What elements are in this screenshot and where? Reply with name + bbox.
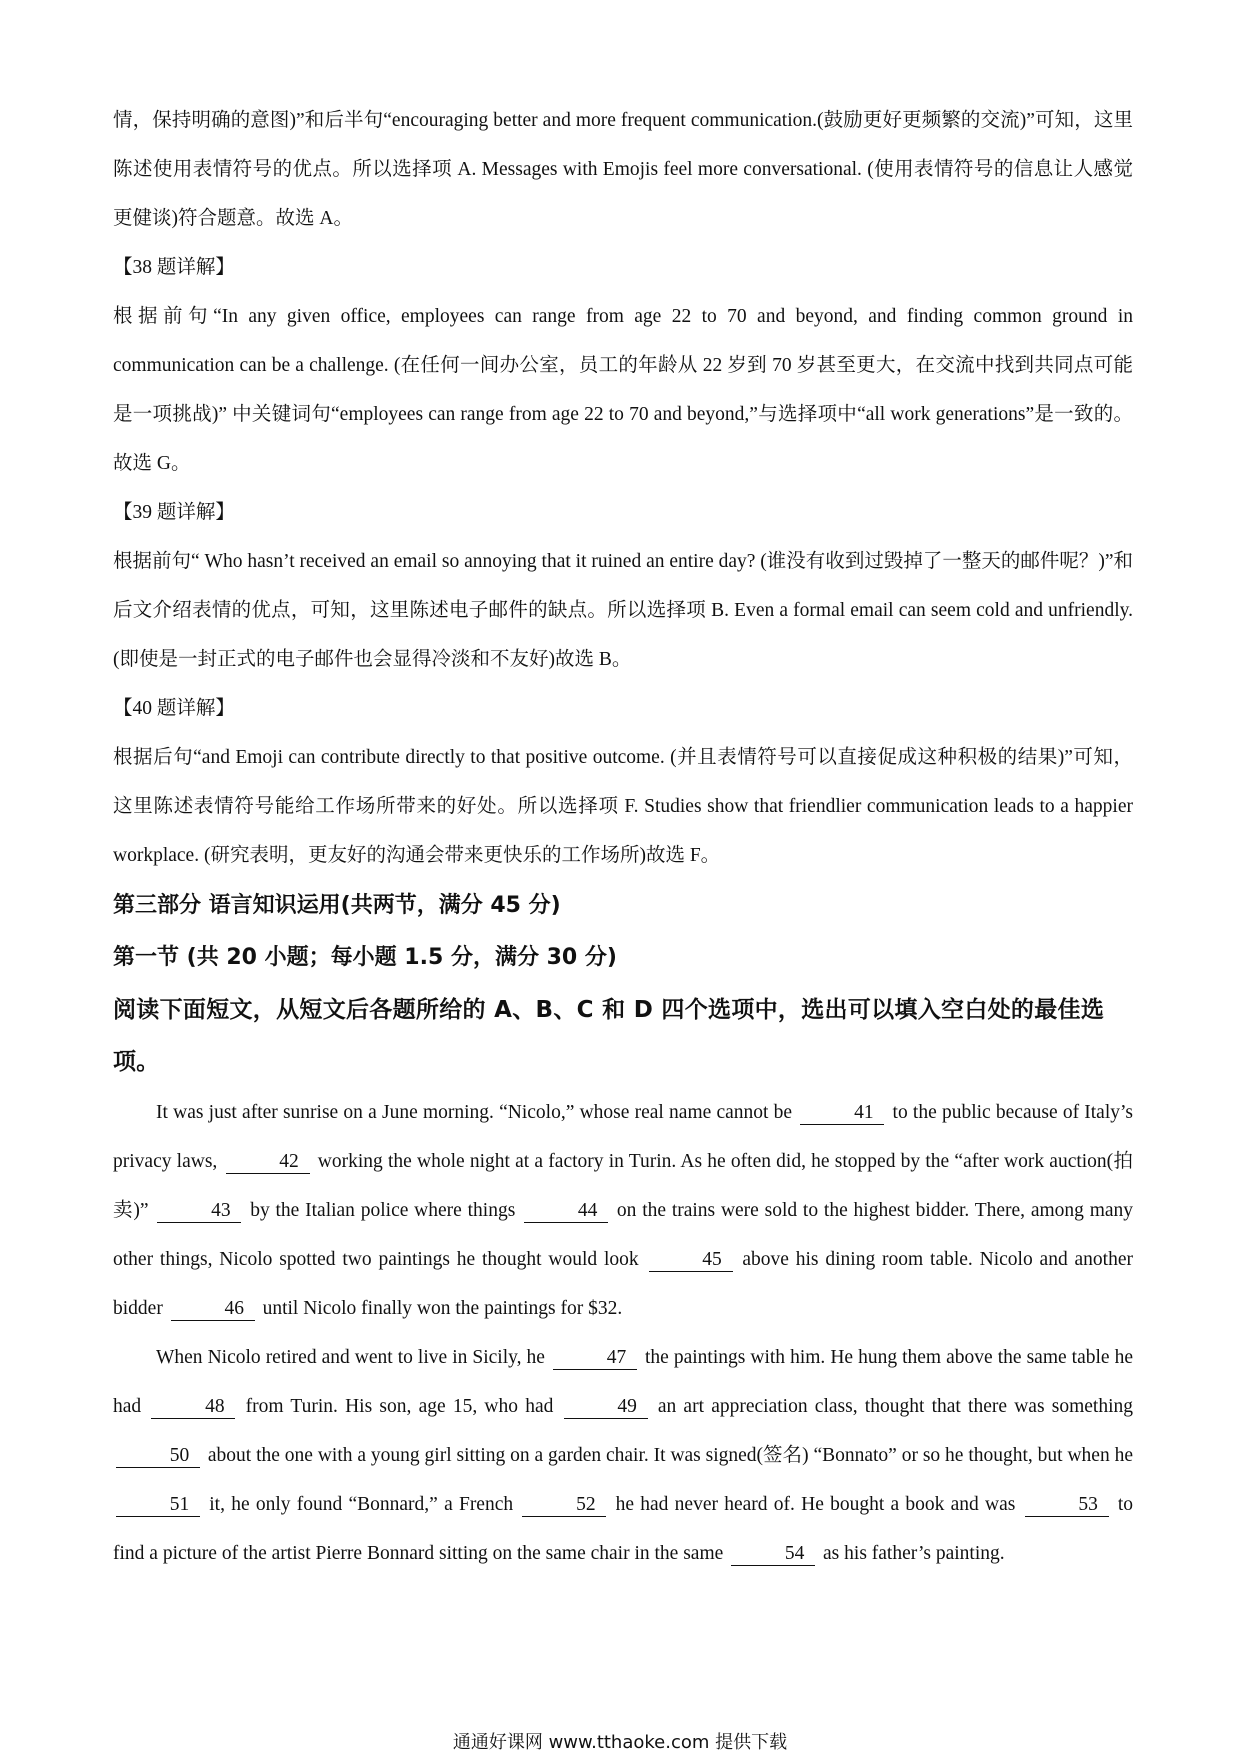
section1-heading: 第一节 (共 20 小题；每小题 1.5 分，满分 30 分) xyxy=(113,945,617,970)
page-footer: 通通好课网 www.tthaoke.com 提供下载 xyxy=(452,1732,788,1753)
passage-text: as his father’s painting. xyxy=(823,1543,1005,1564)
passage-text: it, he only found “Bonnard,” a French xyxy=(209,1494,514,1515)
q38-explanation: 根据前句“In any given office, employees can range from age 22 to 70 and beyond, and finding common ground in communication can be a challenge. (在任何一间办公室，员工的年龄从 22 岁到 70 岁甚至更大，在交流中找到共同点可能是一项挑战)” 中关键词句“employees can range from age 22 to 70 and beyond,”与选择项中“all work generations”是一致的。故选 G。 xyxy=(113,306,1133,474)
blank-46: 46 xyxy=(171,1298,255,1321)
q38-label: 【38 题详解】 xyxy=(113,257,235,278)
passage-text: to find a picture of the artist Pierre Bonnard sitting on the same chair in the same xyxy=(113,1494,1134,1564)
passage-text: It was just after sunrise on a June morning. “Nicolo,” whose real name cannot be xyxy=(156,1102,793,1123)
passage-paragraph-1 xyxy=(113,1088,1133,1333)
passage-text: on the trains were sold to the highest bidder. There, among many other things, Nicolo spotted two paintings he thought would look xyxy=(113,1200,1134,1270)
passage-text: to the public because of Italy’s privacy laws, xyxy=(113,1102,1134,1172)
q39-explanation: 根据前句“ Who hasn’t received an email so annoying that it ruined an entire day? (谁没有收到过毁掉了一整天的邮件呢？)”和后文介绍表情的优点，可知，这里陈述电子邮件的缺点。所以选择项 B. Even a formal email can seem cold and unfriendly. (即使是一封正式的电子邮件也会显得冷淡和不友好)故选 B。 xyxy=(113,551,1133,670)
document-page xyxy=(113,96,1133,1578)
passage-text: above his dining room table. Nicolo and another bidder xyxy=(113,1249,1133,1319)
passage-text: until Nicolo finally won the paintings for $32. xyxy=(262,1298,623,1319)
q40-explanation: 根据后句“and Emoji can contribute directly to that positive outcome. (并且表情符号可以直接促成这种积极的结果)”可知，这里陈述表情符号能给工作场所带来的好处。所以选择项 F. Studies show that friendlier communication leads to a happier workplace. (研究表明，更友好的沟通会带来更快乐的工作场所)故选 F。 xyxy=(113,747,1133,866)
q40-label: 【40 题详解】 xyxy=(113,698,235,719)
passage-text: from Turin. His son, age 15, who had xyxy=(245,1396,554,1417)
blank-43: 43 xyxy=(157,1200,241,1223)
blank-47: 47 xyxy=(553,1347,637,1370)
passage-paragraph-2 xyxy=(113,1333,1133,1578)
section1-instruction: 阅读下面短文，从短文后各题所给的 A、B、C 和 D 四个选项中，选出可以填入空白处的最佳选项。 xyxy=(113,997,1105,1075)
passage-text: he had never heard of. He bought a book and was xyxy=(615,1494,1016,1515)
blank-50: 50 xyxy=(116,1445,200,1468)
passage-text: working the whole night at a factory in Turin. As he often did, he stopped by the “after work auction(拍卖)” xyxy=(113,1151,1134,1221)
part3-heading: 第三部分 语言知识运用(共两节，满分 45 分) xyxy=(113,893,561,918)
passage-text: about the one with a young girl sitting on a garden chair. It was signed(签名) “Bonnato” or so he thought, but when he xyxy=(207,1445,1133,1466)
blank-48: 48 xyxy=(151,1396,235,1419)
blank-52: 52 xyxy=(522,1494,606,1517)
blank-51: 51 xyxy=(116,1494,200,1517)
passage-text: When Nicolo retired and went to live in Sicily, he xyxy=(156,1347,545,1368)
passage-text: an art appreciation class, thought that there was something xyxy=(657,1396,1134,1417)
blank-53: 53 xyxy=(1025,1494,1109,1517)
passage-text: the paintings with him. He hung them above the same table he had xyxy=(113,1347,1133,1417)
q39-label: 【39 题详解】 xyxy=(113,502,235,523)
blank-54: 54 xyxy=(731,1543,815,1566)
blank-49: 49 xyxy=(564,1396,648,1419)
blank-44: 44 xyxy=(524,1200,608,1223)
blank-41: 41 xyxy=(800,1102,884,1125)
passage-text: by the Italian police where things xyxy=(250,1200,516,1221)
blank-42: 42 xyxy=(226,1151,310,1174)
blank-45: 45 xyxy=(649,1249,733,1272)
q37-explanation-continuation: 情，保持明确的意图)”和后半句“encouraging better and more frequent communication.(鼓励更好更频繁的交流)”可知，这里陈述使用表情符号的优点。所以选择项 A. Messages with Emojis feel more conversational. (使用表情符号的信息让人感觉更健谈)符合题意。故选 A。 xyxy=(113,110,1133,229)
